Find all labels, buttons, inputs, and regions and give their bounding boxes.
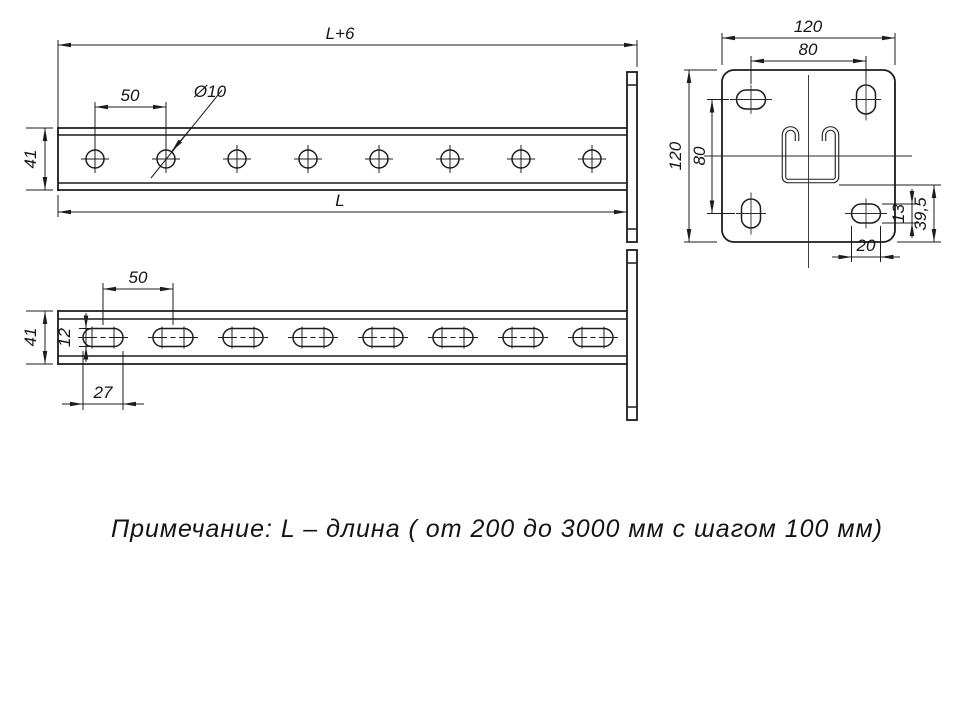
plate-slot-bottom-right [845,199,887,229]
dim-total-length [58,24,637,128]
slotted-hole [358,327,408,349]
dim-hole-diameter-leader [151,82,227,178]
dim-label-hole-pitch: 50 [120,86,140,105]
plate-slot-top-left [730,85,772,114]
round-hole [81,145,109,173]
dim-label-plate-width: 120 [793,17,823,36]
dim-height-top-view [21,128,53,190]
slotted-hole [288,327,338,349]
slotted-hole [498,327,548,349]
end-plate-edge [627,72,637,242]
round-holes-group [81,145,606,173]
round-hole [223,145,251,173]
dim-label-height-slotted: 41 [21,327,40,347]
strut-body-outline [58,128,627,190]
dim-label-plate-height: 120 [666,141,685,171]
slotted-hole [148,327,198,349]
view-strut-side-slotted-holes [21,250,637,420]
note [111,515,883,543]
slotted-hole [428,327,478,349]
view-strut-side-round-holes [21,24,637,242]
dim-label-plate-hole-pitch-h: 80 [798,40,818,59]
round-hole [294,145,322,173]
round-hole [365,145,393,173]
dim-label-plate-hole-pitch-v: 80 [690,146,709,166]
dim-label-height-top: 41 [21,149,40,169]
dim-label-total-length: L+6 [325,24,355,43]
note-text: Примечание: L – длина ( от 200 до 3000 мм с шагом 100 мм) [111,515,883,543]
dim-label-plate-slot-width: 20 [856,236,876,255]
plate-slot-bottom-left [736,193,766,235]
slotted-hole [568,327,618,349]
dim-hole-pitch [95,86,166,146]
dim-label-plate-bottom-offset: 39,5 [911,197,930,231]
end-plate-edge [627,250,637,420]
dim-height-slotted-view [21,311,53,364]
dim-slot-pitch [103,268,173,325]
dim-label-length: L [335,191,345,210]
plate-slot-top-right [851,79,881,121]
view-end-plate-front [666,17,941,268]
dim-length [58,191,627,217]
slotted-hole [218,327,268,349]
dim-label-plate-slot-height: 13 [889,204,908,223]
dim-label-hole-diameter: Ø10 [193,82,227,101]
dim-label-slot-pitch: 50 [128,268,148,287]
dim-plate-slot-width [832,226,900,262]
dim-slot-length [62,351,144,410]
dim-label-slot-height: 12 [55,328,74,347]
dim-label-slot-length: 27 [93,383,113,402]
channel-profile [784,129,837,182]
round-hole [507,145,535,173]
round-hole [436,145,464,173]
slotted-holes-group [78,327,618,349]
dim-plate-hole-pitch-v [690,100,735,214]
round-hole [578,145,606,173]
